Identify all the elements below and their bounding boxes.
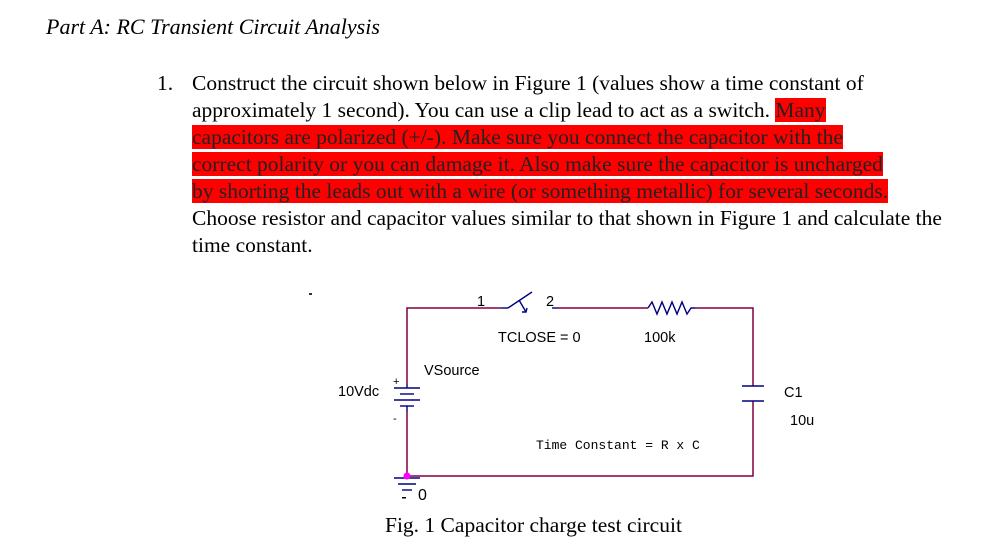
warning-highlight-1: Many (775, 98, 826, 122)
warning-highlight-2: capacitors are polarized (+/-). Make sure you connect the capacitor with the (192, 125, 843, 149)
figure-caption: Fig. 1 Capacitor charge test circuit (385, 513, 682, 537)
switch-pin2-label: 2 (546, 294, 555, 310)
instruction-text-end: Choose resistor and capacitor values similar to that shown in Figure 1 and calculate the time constant. (192, 206, 942, 257)
source-name-label: VSource (424, 363, 480, 379)
time-constant-formula: Time Constant = R x C (536, 438, 700, 453)
source-minus-label: - (393, 413, 397, 425)
section-heading: Part A: RC Transient Circuit Analysis (46, 14, 380, 39)
capacitor-symbol (742, 386, 764, 401)
switch-param-label: TCLOSE = 0 (498, 330, 581, 346)
stray-mark (309, 293, 312, 295)
warning-highlight-3: correct polarity or you can damage it. Also make sure the capacitor is uncharged (192, 152, 883, 176)
capacitor-name-label: C1 (784, 385, 803, 401)
ground-symbol (394, 478, 420, 490)
battery-symbol (394, 384, 420, 412)
source-plus-label: + (393, 376, 400, 388)
resistor-value-label: 100k (644, 330, 676, 346)
ground-label-mark (402, 497, 406, 499)
switch-pin1-label: 1 (477, 294, 486, 310)
source-value-label: 10Vdc (338, 384, 380, 400)
ground-node-dot (404, 473, 411, 480)
instruction-text-intro: Construct the circuit shown below in Figure 1 (values show a time constant of approximately 1 second). You can use a clip lead to act as a switch. (192, 71, 864, 122)
item-number: 1. (157, 71, 174, 95)
capacitor-value-label: 10u (790, 413, 815, 429)
warning-highlight-4: by shorting the leads out with a wire (or something metallic) for several seconds. (192, 179, 889, 203)
resistor-symbol (648, 302, 695, 314)
ground-node-label: 0 (418, 487, 427, 504)
